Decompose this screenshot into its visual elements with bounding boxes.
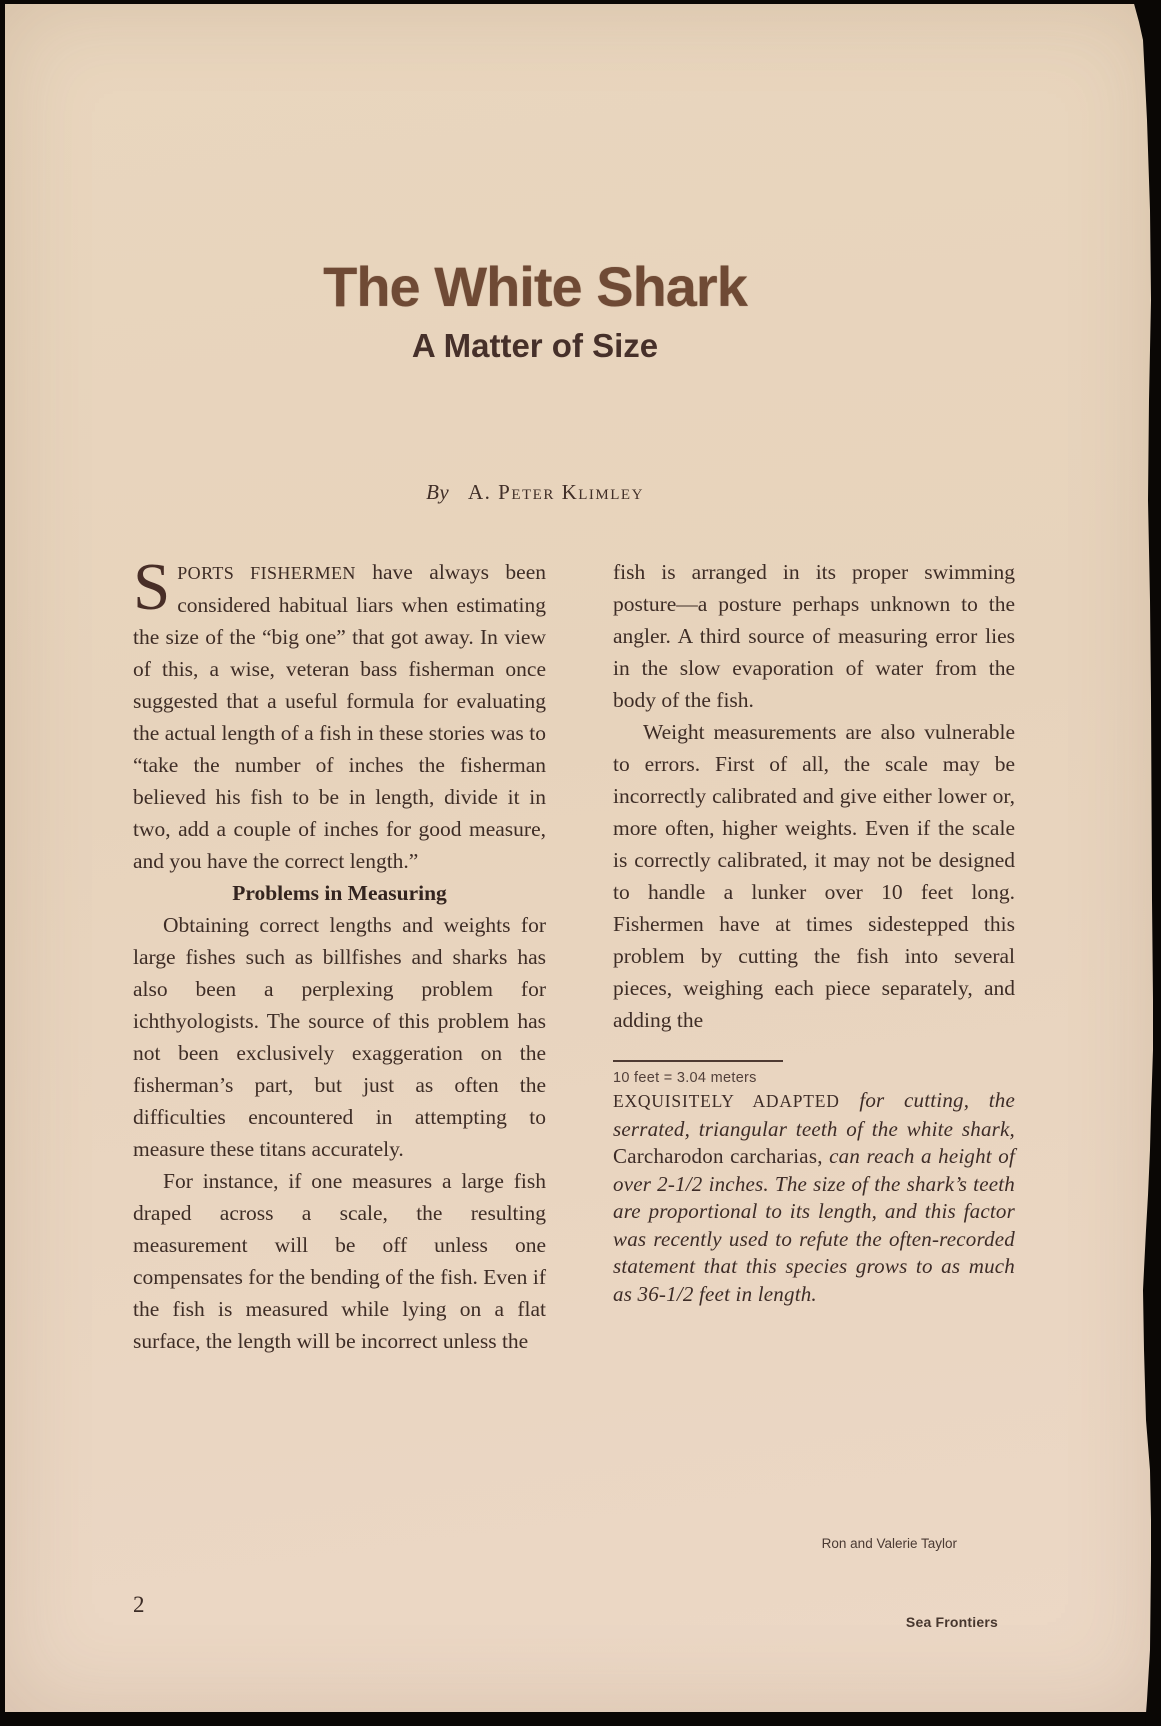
caption-text: for cutting, the serrated, triangular teeth of the white shark, <box>613 1088 1016 1141</box>
paragraph: For instance, if one measures a large fish draped across a scale, the resulting measurement will be off unless one compensates for the bending of the fish. Even if the fish is measured while lying on a flat surface, the length will be incorrect unless the <box>133 1169 546 1353</box>
caption-lead-caps: EXQUISITELY ADAPTED <box>613 1091 840 1111</box>
byline-author: A. Peter Klimley <box>468 480 644 504</box>
paragraph: Weight measurements are also vulnerable to errors. First of all, the scale may be incorrectly calibrated and give either lower or, more often, higher weights. Even if the scale is correctly calibrated, it may not be designed to handle a lunker over 10 feet long. Fishermen have at times sidestepped this problem by cutting the fish into several pieces, weighing each piece separately, and adding the <box>613 720 1015 1032</box>
journal-footer: Sea Frontiers <box>905 1614 998 1630</box>
lead-small-caps: PORTS FISHERMEN <box>177 563 356 583</box>
photo-credit: Ron and Valerie Taylor <box>821 1536 957 1551</box>
byline <box>130 480 940 505</box>
species-name: Carcharodon carcharias, <box>613 1144 823 1168</box>
page-number: 2 <box>133 1592 145 1617</box>
caption-text: can reach a height of over 2-1/2 inches. The size of the shark’s teeth are proportional to its length, and this factor was recently used to refute the often-recorded statement that this species grows to as much as 36-1/2 feet in length. <box>613 1144 1015 1306</box>
page-title: The White Shark <box>323 255 747 318</box>
footnote-conversion: 10 feet = 3.04 meters <box>613 1070 757 1086</box>
right-column <box>613 556 1015 1308</box>
paragraph: Obtaining correct lengths and weights for large fishes such as billfishes and sharks has also been a perplexing problem for ichthyologists. The source of this problem has not been exclusively exaggeration on the fisherman’s part, but just as often the difficulties encountered in attempting to measure these titans accurately. <box>133 913 546 1161</box>
photo-caption <box>613 1087 1015 1308</box>
byline-prefix: By <box>426 480 450 504</box>
paragraph-text: have always been considered habitual liars when estimating the size of the “big one” that got away. In view of this, a wise, veteran bass fisherman once suggested that a useful formula for evaluating the actual length of a fish in these stories was to “take the number of inches the fisherman believed his fish to be in length, divide it in two, add a couple of inches for good measure, and you have the correct length.” <box>133 560 547 873</box>
drop-cap: S <box>133 550 171 624</box>
paragraph: fish is arranged in its proper swimming posture—a posture perhaps unknown to the angler. A third source of measuring error lies in the slow evaporation of water from the body of the fish. <box>613 560 1015 712</box>
section-heading: Problems in Measuring <box>232 881 447 905</box>
article-header <box>130 256 940 366</box>
paragraph <box>133 550 547 877</box>
footnote-rule <box>613 1060 783 1062</box>
left-column <box>133 550 547 1357</box>
page-subtitle: A Matter of Size <box>411 327 659 364</box>
torn-paper-edge <box>1131 0 1161 1726</box>
